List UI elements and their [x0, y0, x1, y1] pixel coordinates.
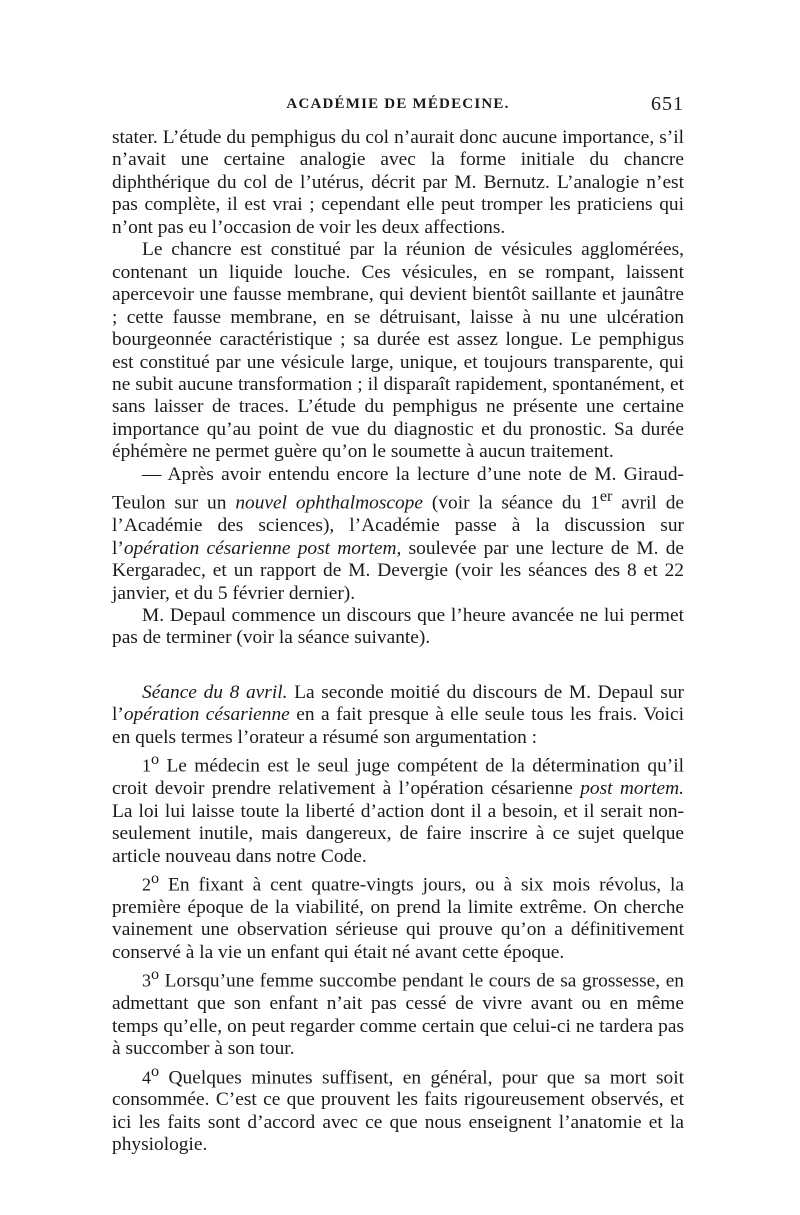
body-text — [112, 127, 684, 1157]
section-gap — [112, 650, 684, 682]
session-title: Séance du 8 avril. — [142, 681, 288, 703]
paragraph-chancre-description: Le chancre est constitué par la réunion de vésicules agglomérées, contenant un liquide louche. Ces vésicules, en se rompant, laissent apercevoir une fausse membrane, qui devient bientôt saillante et jaunâtre ; cette fausse membrane, en se détruisant, laisse à nu une ulcération bourgeonnée caractéristique ; sa durée est assez longue. Le pemphigus est constitué par une vésicule large, unique, et toujours transparente, qui ne subit aucune transformation ; il disparaît rapidement, spontanément, et sans laisser de traces. L’étude du pemphigus ne présente une certaine importance qu’au point de vue du diagnostic et du pronostic. Sa durée éphémère ne permet guère qu’on le soumette à aucun traitement. — [112, 239, 684, 463]
running-title: ACADÉMIE DE MÉDECINE. — [286, 96, 510, 112]
page-number: 651 — [651, 93, 684, 115]
paragraph-ophthalmoscope-note: — Après avoir entendu encore la lecture d’une note de M. Giraud-Teulon sur un nouvel ophthalmoscope (voir la séance du 1er avril de l’Académie des sciences), l’Académie passe à la discussion sur l’opération césarienne post mortem, soulevée par une lecture de M. de Kergaradec, et un rapport de M. Devergie (voir les séances des 8 et 22 janvier, et du 5 février dernier). — [112, 463, 685, 604]
running-head — [112, 93, 684, 120]
italic-operation-cesarienne-post-mortem: opération césarienne post mortem, — [123, 537, 402, 559]
paragraph-pemphigus-conclusion: stater. L’étude du pemphigus du col n’aurait donc aucune importance, s’il n’avait une certaine analogie avec la forme initiale du chancre diphthérique du col de l’utérus, décrit par M. Bernutz. L’analogie n’est pas complète, il est vrai ; cependant elle peut tromper les praticiens qui n’ont pas eu l’occasion de voir les deux affections. — [112, 127, 684, 238]
italic-operation-cesarienne: opération césarienne — [123, 704, 290, 726]
list-item-3: 3$^o$ Lorsqu’une femme succombe pendant le cours de sa grossesse, en admettant que son enfant n’ait pas cessé de vivre avant ou en même temps qu’elle, on peut regarder comme certain que celui-ci ne tardera pas à succomber à son tour. — [112, 966, 684, 1060]
italic-post-mortem: post mortem. — [580, 778, 684, 800]
italic-nouvel-ophthalmoscope: nouvel ophthalmoscope — [235, 492, 423, 514]
paragraph-depaul-discourse: M. Depaul commence un discours que l’heure avancée ne lui permet pas de terminer (voir la séance suivante). — [112, 604, 684, 649]
list-item-1: 1$^o$ Le médecin est le seul juge compétent de la détermination qu’il croit devoir prendre relativement à l’opération césarienne post mortem. La loi lui laisse toute la liberté d’action dont il a besoin, et il serait non-seulement inutile, mais dangereux, de faire inscrire à ce sujet quelque article nouveau dans notre Code. — [112, 751, 684, 867]
list-item-2: 2$^o$ En fixant à cent quatre-vingts jours, ou à six mois révolus, la première époque de la viabilité, on prend la limite extrême. On cherche vainement une observation sérieuse qui prouve qu’on a définitivement conservé à la vie un enfant qui était né avant cette époque. — [112, 869, 684, 963]
list-item-4: 4$^o$ Quelques minutes suffisent, en général, pour que sa mort soit consommée. C’est ce que prouvent les faits rigoureusement observés, et ici les faits sont d’accord avec ce que nous enseignent l’anatomie et la physiologie. — [112, 1062, 684, 1156]
paragraph-seance-8-avril: Séance du 8 avril. La seconde moitié du discours de M. Depaul sur l’opération césarienne en a fait presque à elle seule tous les frais. Voici en quels termes l’orateur a résumé son argumentation : — [112, 681, 684, 748]
superscript-er: er — [599, 488, 613, 506]
